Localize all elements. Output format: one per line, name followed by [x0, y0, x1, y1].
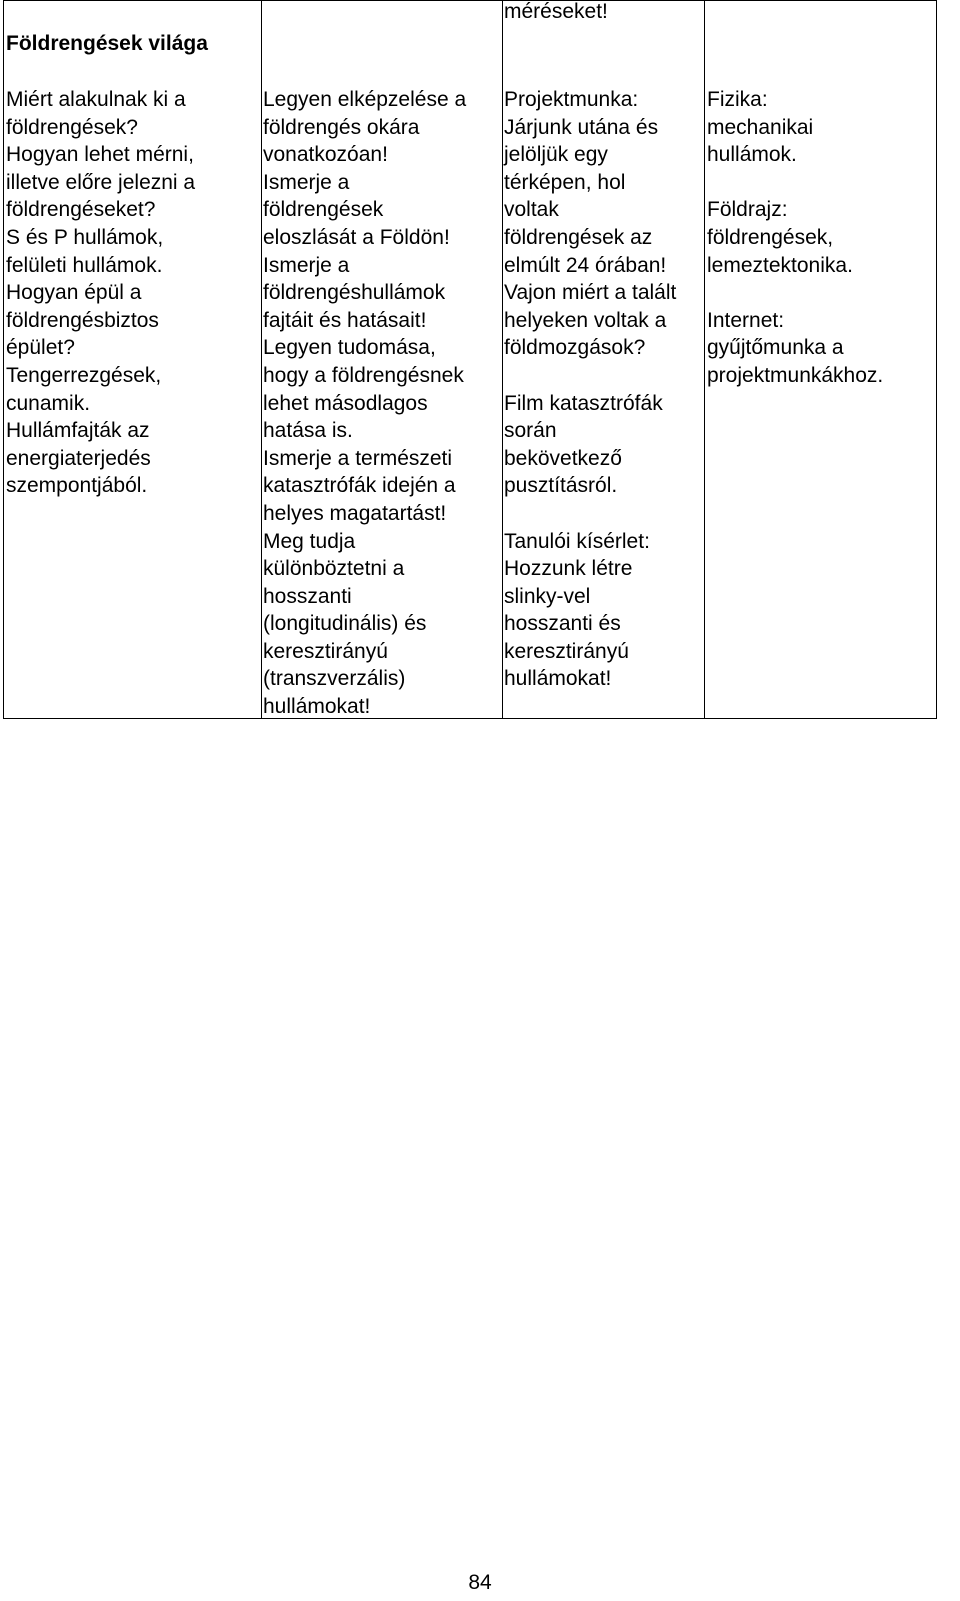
- connections-line: [707, 169, 883, 197]
- activities-line: térképen, hol: [504, 170, 626, 194]
- connections-line: Internet:: [707, 308, 785, 332]
- topics-line: felületi hullámok.: [6, 253, 163, 277]
- connections-line: [707, 279, 883, 307]
- requirements-line: eloszlását a Földön!: [263, 225, 450, 249]
- connections-column: [707, 86, 883, 390]
- activities-line: hullámokat!: [504, 667, 612, 691]
- requirements-line: hullámokat!: [263, 695, 371, 719]
- activities-line: elmúlt 24 órában!: [504, 253, 667, 277]
- requirements-line: (transzverzális): [263, 667, 406, 691]
- requirements-line: Meg tudja: [263, 529, 356, 553]
- table-column-divider: [502, 0, 503, 719]
- previous-row-fragment: méréseket!: [504, 0, 608, 23]
- activities-line: hosszanti és: [504, 612, 621, 636]
- requirements-line: fajtáit és hatásait!: [263, 308, 427, 332]
- connections-line: Földrajz:: [707, 198, 788, 222]
- activities-line: [504, 500, 676, 528]
- topics-line: Hogyan lehet mérni,: [6, 143, 194, 167]
- section-title: Földrengések világa: [6, 32, 208, 55]
- requirements-line: lehet másodlagos: [263, 391, 428, 415]
- connections-line: hullámok.: [707, 143, 797, 167]
- table-column-divider: [261, 0, 262, 719]
- activities-line: Vajon miért a talált: [504, 281, 677, 305]
- requirements-line: Ismerje a: [263, 253, 350, 277]
- topics-line: földrengéseket?: [6, 198, 156, 222]
- activities-line: [504, 362, 676, 390]
- activities-column: [504, 86, 676, 693]
- topics-line: szempontjából.: [6, 474, 148, 498]
- requirements-line: különböztetni a: [263, 557, 405, 581]
- activities-line: jelöljük egy: [504, 143, 608, 167]
- requirements-line: vonatkozóan!: [263, 143, 388, 167]
- activities-line: pusztításról.: [504, 474, 618, 498]
- requirements-line: Ismerje a természeti: [263, 446, 453, 470]
- table-top-border: [3, 0, 937, 1]
- connections-line: Fizika:: [707, 88, 768, 111]
- activities-line: Hozzunk létre: [504, 557, 633, 581]
- topics-column: [6, 86, 195, 500]
- connections-line: gyűjtőmunka a: [707, 336, 844, 360]
- requirements-line: Legyen elképzelése a: [263, 88, 467, 111]
- activities-line: földrengések az: [504, 225, 653, 249]
- topics-line: Miért alakulnak ki a: [6, 88, 186, 111]
- requirements-line: Legyen tudomása,: [263, 336, 436, 360]
- activities-line: Film katasztrófák: [504, 391, 663, 415]
- topics-line: cunamik.: [6, 391, 91, 415]
- topics-line: földrengésbiztos: [6, 308, 159, 332]
- activities-line: Tanulói kísérlet:: [504, 529, 650, 553]
- page-number: 84: [468, 1571, 492, 1594]
- requirements-line: hatása is.: [263, 419, 353, 443]
- connections-line: mechanikai: [707, 115, 814, 139]
- topics-line: energiaterjedés: [6, 446, 151, 470]
- activities-line: keresztirányú: [504, 639, 629, 663]
- requirements-line: helyes magatartást!: [263, 501, 447, 525]
- topics-line: S és P hullámok,: [6, 225, 164, 249]
- requirements-column: [263, 86, 466, 721]
- topics-line: Tengerrezgések,: [6, 363, 162, 387]
- requirements-line: katasztrófák idején a: [263, 474, 456, 498]
- topics-line: földrengések?: [6, 115, 138, 139]
- requirements-line: (longitudinális) és: [263, 612, 427, 636]
- activities-line: Járjunk utána és: [504, 115, 659, 139]
- requirements-line: földrengések: [263, 198, 384, 222]
- topics-line: épület?: [6, 336, 75, 360]
- topics-line: illetve előre jelezni a: [6, 170, 196, 194]
- activities-line: során: [504, 419, 557, 443]
- connections-line: projektmunkákhoz.: [707, 363, 884, 387]
- connections-line: lemeztektonika.: [707, 253, 853, 277]
- requirements-line: Ismerje a: [263, 170, 350, 194]
- requirements-line: földrengés okára: [263, 115, 420, 139]
- requirements-line: keresztirányú: [263, 639, 388, 663]
- table-column-divider: [704, 0, 705, 719]
- requirements-line: hosszanti: [263, 584, 352, 608]
- activities-line: slinky-vel: [504, 584, 591, 608]
- activities-line: voltak: [504, 198, 559, 222]
- topics-line: Hogyan épül a: [6, 281, 142, 305]
- activities-line: helyeken voltak a: [504, 308, 667, 332]
- requirements-line: hogy a földrengésnek: [263, 363, 464, 387]
- connections-line: földrengések,: [707, 225, 834, 249]
- activities-line: bekövetkező: [504, 446, 622, 470]
- activities-line: földmozgások?: [504, 336, 646, 360]
- activities-line: Projektmunka:: [504, 88, 639, 111]
- requirements-line: földrengéshullámok: [263, 281, 446, 305]
- topics-line: Hullámfajták az: [6, 419, 150, 443]
